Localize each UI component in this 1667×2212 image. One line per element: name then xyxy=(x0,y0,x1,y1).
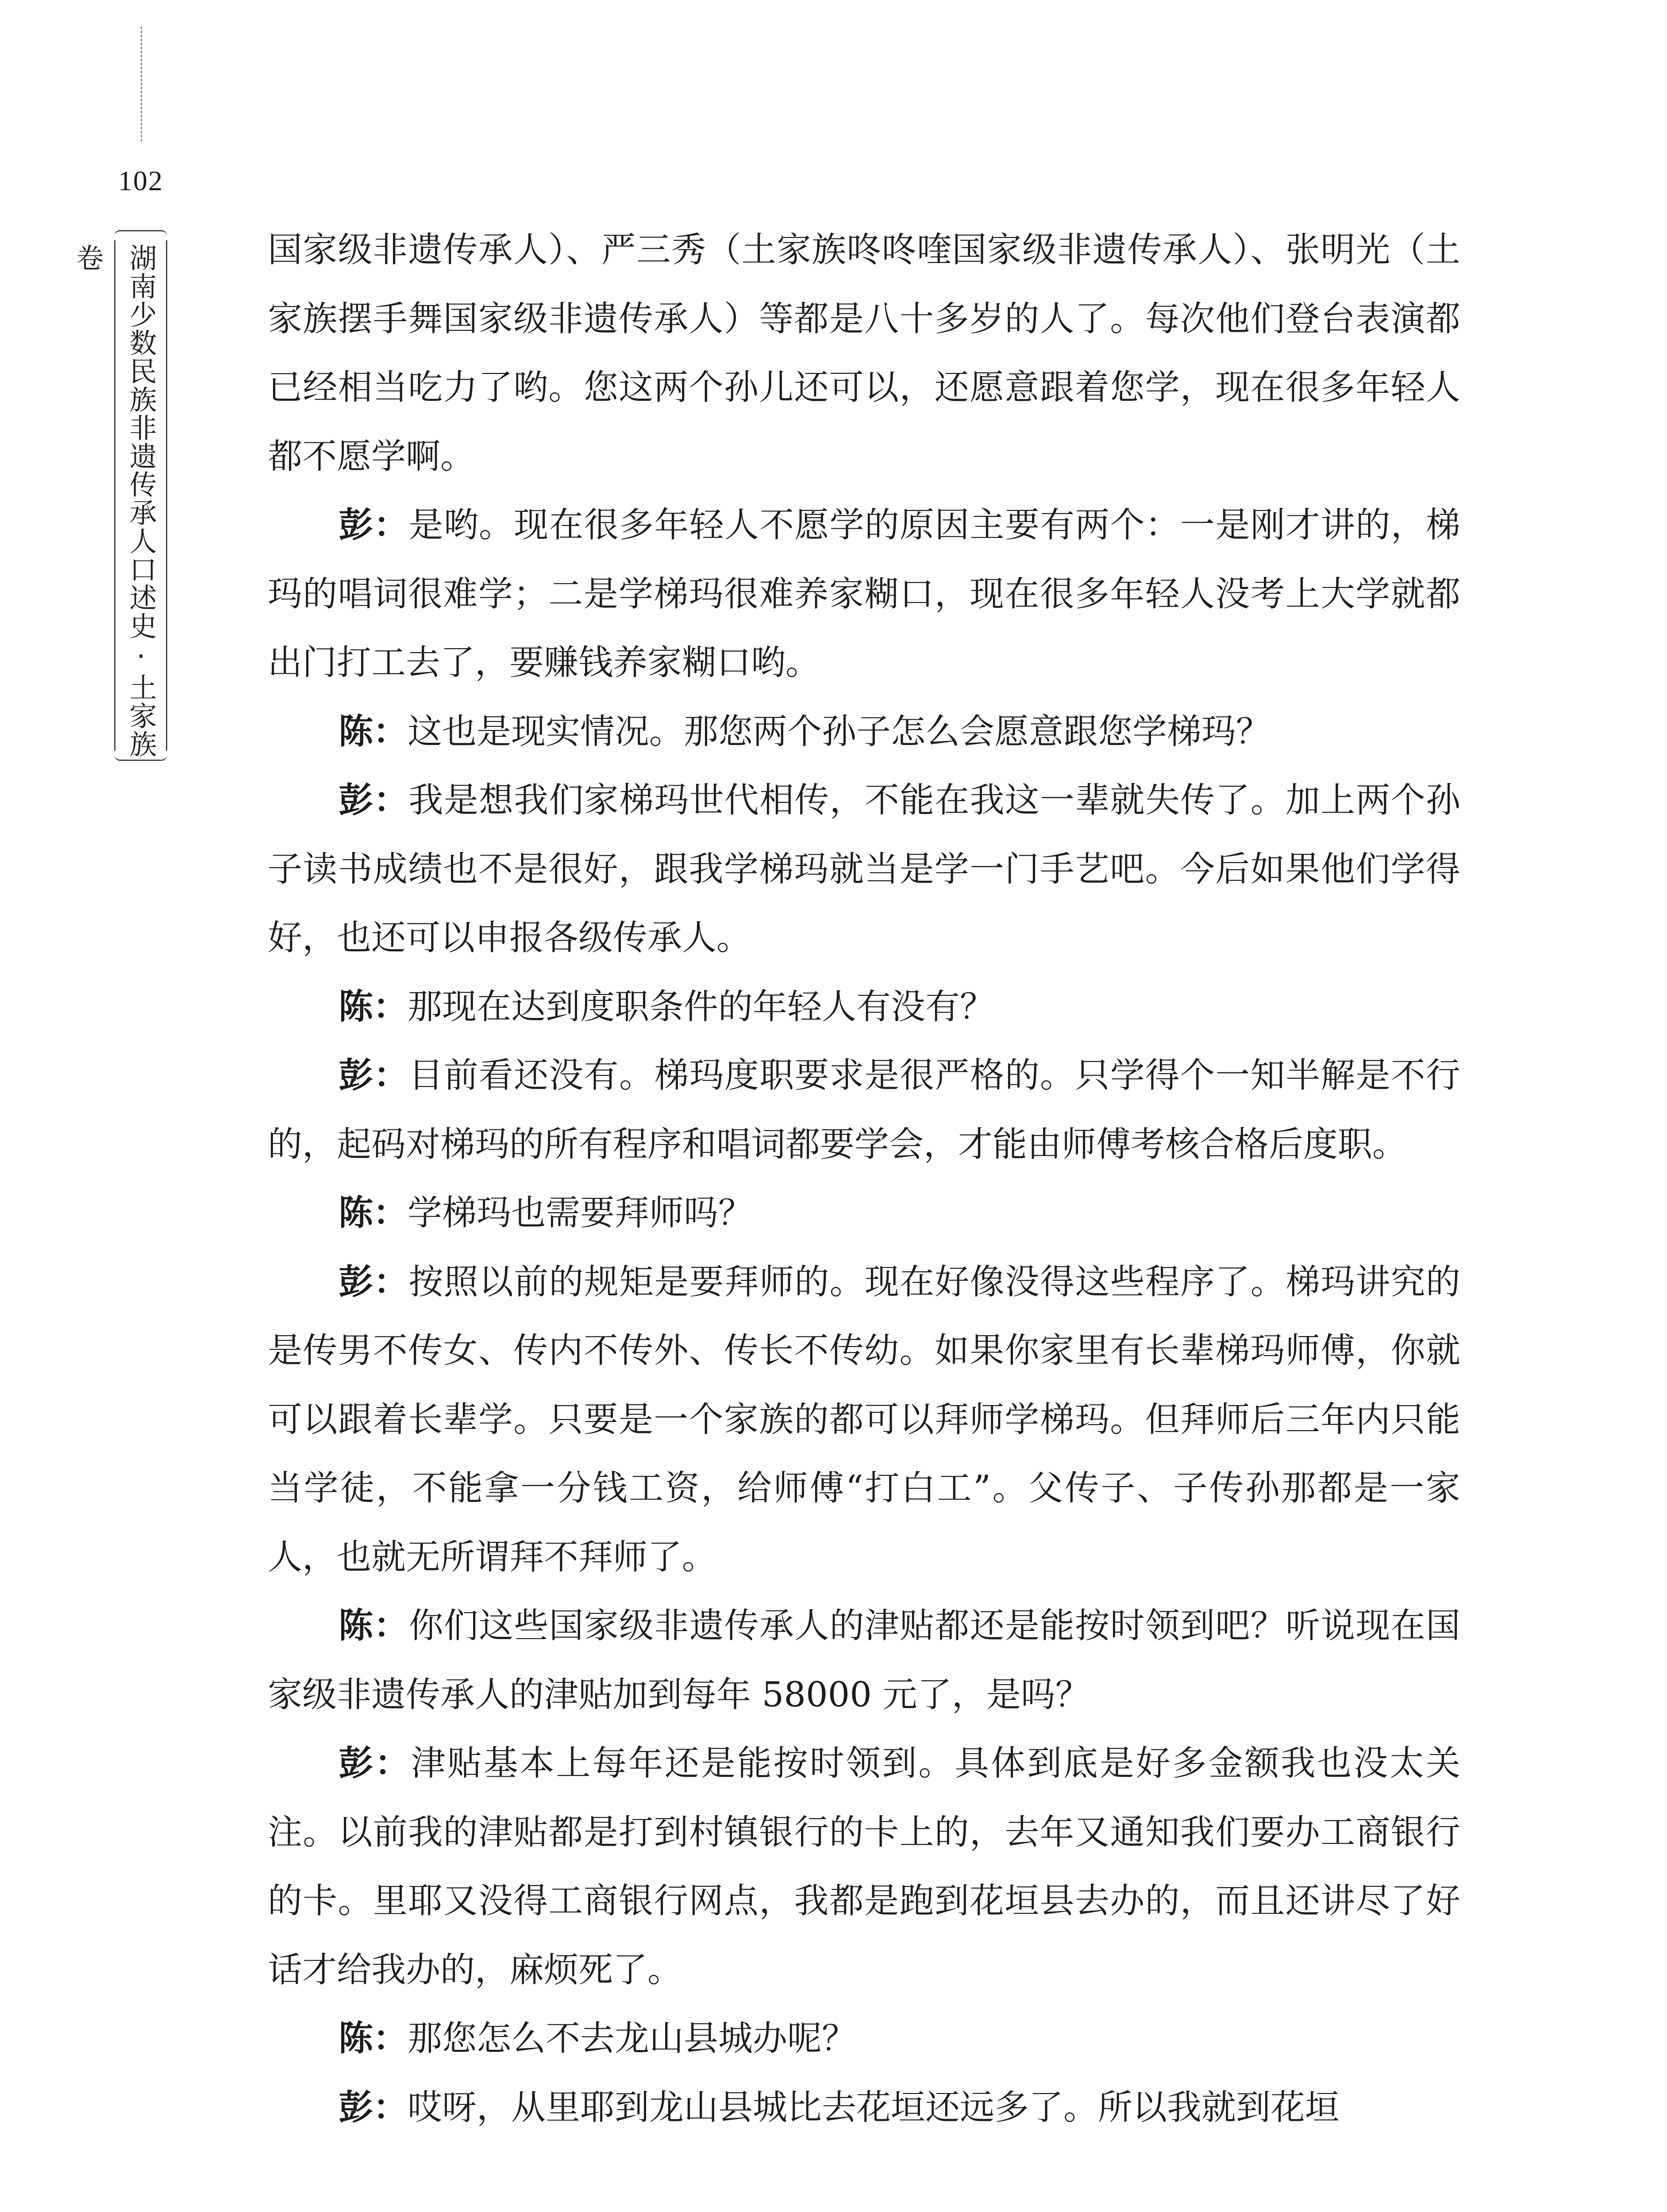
dialogue-text: 那现在达到度职条件的年轻人有没有？ xyxy=(408,987,995,1027)
dialogue-paragraph xyxy=(268,2074,1460,2143)
speaker-label: 彭 xyxy=(339,505,374,545)
speaker-label: 彭 xyxy=(339,780,374,820)
dialogue-paragraph xyxy=(268,1592,1460,1729)
body-text xyxy=(268,216,1460,2142)
dialogue-text: 你们这些国家级非遗传承人的津贴都还是能按时领到吧？听说现在国家级非遗传承人的津贴加到每年 58000 元了，是吗？ xyxy=(268,1606,1460,1715)
speaker-label: 彭 xyxy=(339,1743,375,1783)
speaker-colon: ： xyxy=(373,711,408,752)
speaker-colon: ： xyxy=(373,505,409,545)
dialogue-paragraph xyxy=(268,698,1460,767)
dialogue-paragraph xyxy=(268,766,1460,973)
dialogue-text: 我是想我们家梯玛世代相传，不能在我这一辈就失传了。加上两个孙子读书成绩也不是很好，跟我学梯玛就当是学一门手艺吧。今后如果他们学得好，也还可以申报各级传承人。 xyxy=(268,780,1460,958)
dialogue-text: 是哟。现在很多年轻人不愿学的原因主要有两个：一是刚才讲的，梯玛的唱词很难学；二是学梯玛很难养家糊口，现在很多年轻人没考上大学就都出门打工去了，要赚钱养家糊口哟。 xyxy=(268,505,1460,683)
dialogue-paragraph xyxy=(268,1248,1460,1592)
dialogue-text: 学梯玛也需要拜师吗？ xyxy=(408,1193,753,1233)
speaker-label: 陈 xyxy=(339,2019,373,2058)
speaker-label: 陈 xyxy=(339,1193,373,1233)
speaker-colon: ： xyxy=(373,1606,409,1646)
speaker-colon: ： xyxy=(373,1262,409,1302)
running-title: 湖南少数民族非遗传承人口述史·土家族卷 xyxy=(72,244,157,758)
dialogue-paragraph xyxy=(268,973,1460,1042)
margin-dashed-line xyxy=(141,27,142,142)
dialogue-text: 这也是现实情况。那您两个孙子怎么会愿意跟您学梯玛？ xyxy=(408,711,1271,752)
speaker-label: 陈 xyxy=(339,711,373,752)
dialogue-paragraph xyxy=(268,1729,1460,2005)
speaker-label: 彭 xyxy=(339,1262,374,1302)
dialogue-text: 按照以前的规矩是要拜师的。现在好像没得这些程序了。梯玛讲究的是传男不传女、传内不传外、传长不传幼。如果你家里有长辈梯玛师傅，你就可以跟着长辈学。只要是一个家族的都可以拜师学梯玛。但拜师后三年内只能当学徒，不能拿一分钱工资，给师傅“打白工”。父传子、子传孙那都是一家人，也就无所谓拜不拜师了。 xyxy=(268,1262,1460,1577)
speaker-colon: ： xyxy=(374,1743,411,1783)
dialogue-paragraph xyxy=(268,2005,1460,2074)
dialogue-text: 那您怎么不去龙山县城办呢？ xyxy=(408,2019,857,2058)
speaker-colon: ： xyxy=(373,780,409,820)
paragraph-continued xyxy=(268,216,1460,491)
speaker-label: 陈 xyxy=(339,1606,374,1646)
speaker-label: 陈 xyxy=(339,987,373,1027)
paragraph-text: 国家级非遗传承人）、严三秀（土家族咚咚喹国家级非遗传承人）、张明光（土家族摆手舞国家级非遗传承人）等都是八十多岁的人了。每次他们登台表演都已经相当吃力了哟。您这两个孙儿还可以，还愿意跟着您学，现在很多年轻人都不愿学啊。 xyxy=(268,230,1460,476)
dialogue-paragraph xyxy=(268,1179,1460,1248)
speaker-label: 彭 xyxy=(339,1056,374,1095)
dialogue-paragraph xyxy=(268,1041,1460,1179)
speaker-colon: ： xyxy=(373,2019,408,2058)
running-title-box xyxy=(72,230,167,761)
dialogue-paragraph xyxy=(268,491,1460,698)
dialogue-text: 哎呀，从里耶到龙山县城比去花垣还远多了。所以我就到花垣 xyxy=(408,2087,1340,2128)
speaker-label: 彭 xyxy=(339,2087,373,2128)
speaker-colon: ： xyxy=(373,1056,409,1095)
speaker-colon: ： xyxy=(373,2087,408,2128)
dialogue-text: 津贴基本上每年还是能按时领到。具体到底是好多金额我也没太关注。以前我的津贴都是打到村镇银行的卡上的，去年又通知我们要办工商银行的卡。里耶又没得工商银行网点，我都是跑到花垣县去办的，而且还讲尽了好话才给我办的，麻烦死了。 xyxy=(268,1743,1460,1990)
speaker-colon: ： xyxy=(373,1193,408,1233)
dialogue-text: 目前看还没有。梯玛度职要求是很严格的。只学得个一知半解是不行的，起码对梯玛的所有程序和唱词都要学会，才能由师傅考核合格后度职。 xyxy=(268,1056,1460,1164)
speaker-colon: ： xyxy=(373,987,408,1027)
page-number: 102 xyxy=(118,165,163,196)
